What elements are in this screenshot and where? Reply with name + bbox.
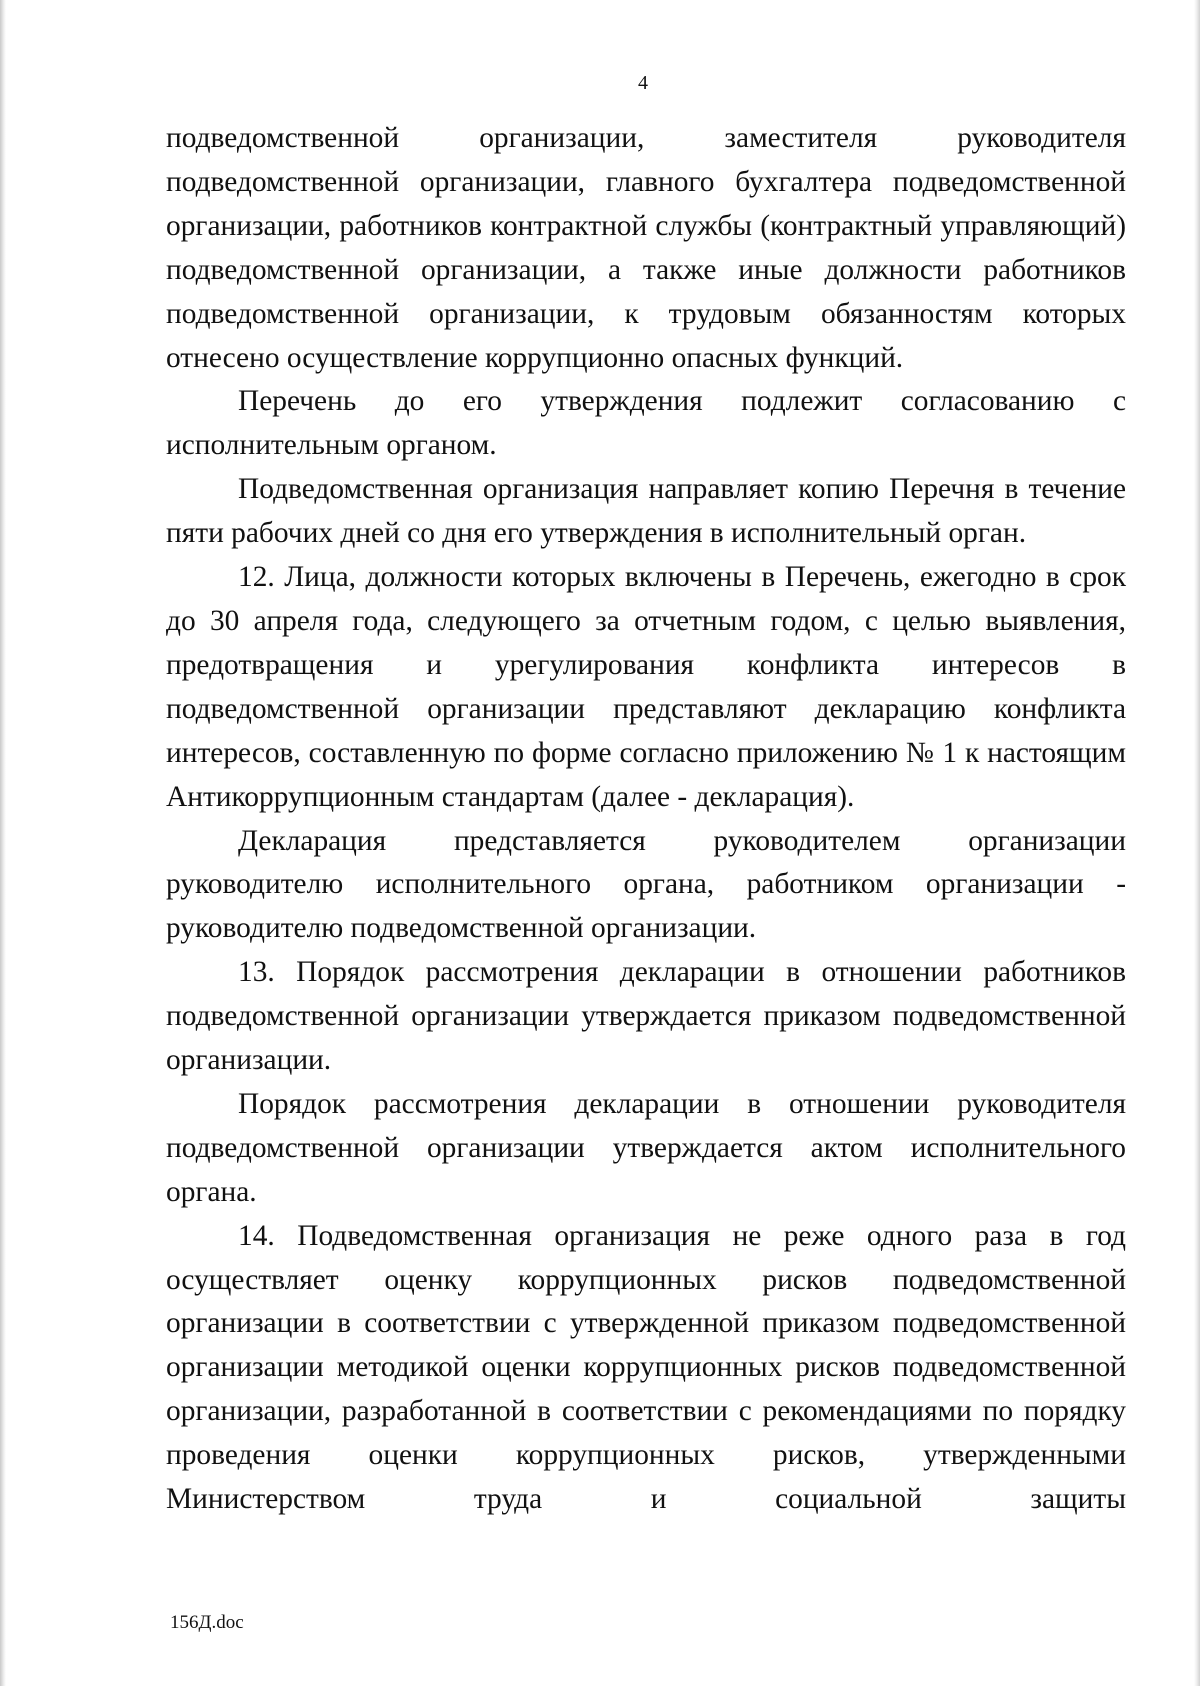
paragraph-continuation: подведомственной организации, заместителя руководителя подведомственной организации, главного бухгалтера подведомственной организации, работников контрактной службы (контрактный управляющий) подведомственной организации, а также иные должности работников подведомственной организации, к трудовым обязанностям которых отнесено осуществление коррупционно опасных функций. [166, 122, 1126, 374]
scan-edge-right [1194, 0, 1200, 1686]
footer-filename: 156Д.doc [170, 1612, 244, 1633]
scan-edge-left [0, 0, 6, 1686]
paragraph-declaration-submission: Декларация представляется руководителем организации руководителю исполнительного органа, работником организации - руководителю подведомственной организации. [166, 824, 1126, 945]
paragraph-item-14: 14. Подведомственная организация не реже одного раза в год осуществляет оценку коррупционных рисков подведомственной организации в соответствии с утвержденной приказом подведомственной организации методикой оценки коррупционных рисков подведомственной организации, разработанной в соответствии с рекомендациями по порядку проведения оценки коррупционных рисков, утвержденными Министерством труда и социальной защиты [166, 1219, 1126, 1516]
paragraph-list-copy: Подведомственная организация направляет копию Перечня в течение пяти рабочих дней со дня его утверждения в исполнительный орган. [166, 473, 1126, 550]
document-body [166, 117, 1126, 1522]
paragraph-item-13: 13. Порядок рассмотрения декларации в отношении работников подведомственной организации утверждается приказом подведомственной организации. [166, 956, 1126, 1077]
paragraph-item-12: 12. Лица, должности которых включены в Перечень, ежегодно в срок до 30 апреля года, следующего за отчетным годом, с целью выявления, предотвращения и урегулирования конфликта интересов в подведомственной организации представляют декларацию конфликта интересов, составленную по форме согласно приложению № 1 к настоящим Антикоррупционным стандартам (далее - декларация). [166, 561, 1126, 813]
page-number: 4 [638, 72, 648, 94]
paragraph-list-approval: Перечень до его утверждения подлежит согласованию с исполнительным органом. [166, 385, 1126, 462]
paragraph-declaration-review-head: Порядок рассмотрения декларации в отношении руководителя подведомственной организации утверждается актом исполнительного органа. [166, 1087, 1126, 1208]
